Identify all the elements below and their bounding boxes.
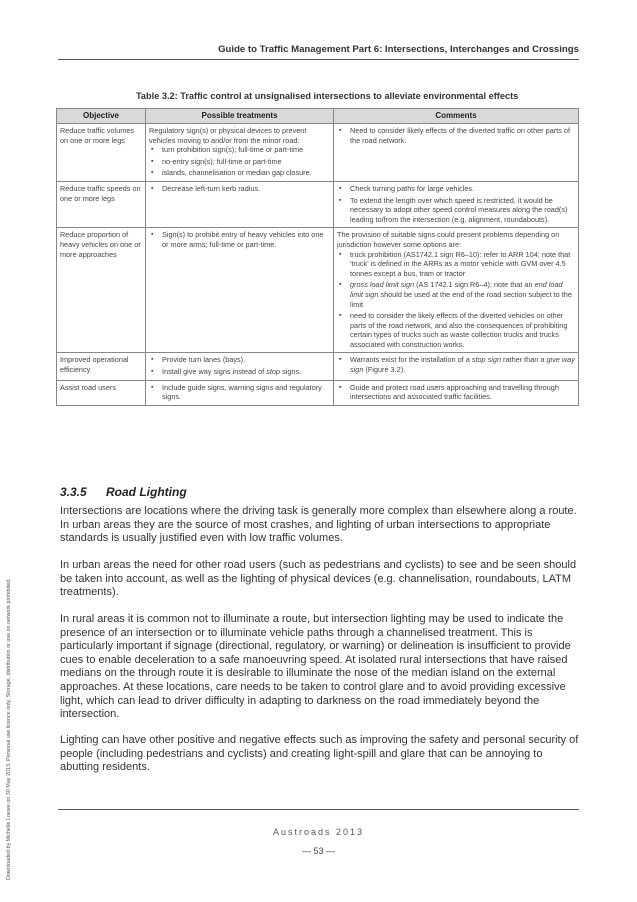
cell-text: The provision of suitable signs could present problems depending on jurisdiction however some options are: bbox=[337, 230, 560, 249]
page-number: — 53 — bbox=[301, 846, 335, 856]
bullet-list bbox=[149, 355, 330, 376]
cell-text: Regulatory sign(s) or physical devices to prevent vehicles moving to and/or from the minor road: bbox=[149, 126, 307, 145]
cell-comments bbox=[334, 380, 579, 405]
cell-comments bbox=[334, 181, 579, 227]
list-item bbox=[337, 355, 575, 374]
column-header-treatments: Possible treatments bbox=[146, 109, 334, 124]
bullet-list bbox=[149, 145, 330, 178]
cell-objective: Reduce traffic speeds on one or more legs bbox=[57, 181, 146, 227]
cell-comments bbox=[334, 228, 579, 353]
cell-comments bbox=[334, 353, 579, 380]
table-header-row bbox=[57, 109, 579, 124]
cell-treatments bbox=[146, 181, 334, 227]
download-notice: Downloaded by Michelle Loewe on 30 May 2013. Personal use licence only. Storage, distribution or use on network prohibited. bbox=[6, 578, 12, 880]
text-run: should be used at the end of the road section subject to the limit bbox=[350, 289, 572, 309]
bullet-list bbox=[149, 383, 330, 402]
text-run: Warrants exist for the installation of a bbox=[350, 355, 472, 365]
body-paragraph: Lighting can have other positive and negative effects such as improving the safety and personal security of people (including pedestrians and cyclists) and creating light-spill and glare that can be annoying to abutting residents. bbox=[60, 734, 579, 774]
footer-organisation: Austroads 2013 bbox=[272, 827, 365, 837]
cell-objective: Reduce traffic volumes on one or more legs bbox=[57, 124, 146, 182]
list-item: ▪ Include guide signs, warning signs and regulatory signs. bbox=[149, 383, 330, 402]
table-row bbox=[57, 353, 579, 380]
cell-treatments bbox=[146, 228, 334, 353]
body-paragraph: In urban areas the need for other road users (such as pedestrians and cyclists) to see and be seen should be taken into account, as well as the lighting of physical devices (e.g. channelisation, roundabouts, LATM treatments). bbox=[60, 559, 577, 599]
cell-comments bbox=[334, 124, 579, 182]
body-paragraph: In rural areas it is common not to illuminate a route, but intersection lighting may be used to indicate the presence of an intersection or to illuminate vehicle paths through a channelised treatment. This is particularly important if signage (directional, regulatory, or warning) or delineation is insufficient to provide cues to enable deceleration to a safe manoeuvring speed. At isolated rural intersections that have raised medians on the through route it is desirable to illuminate the nose of the median island on the external approaches. At these locations, care needs to be taken to control glare and to avoid providing excessive light, which can lead to driver difficulty in adapting to darkness on the road immediately beyond the intersection. bbox=[60, 613, 571, 721]
cell-treatments bbox=[146, 353, 334, 380]
bullet-list bbox=[337, 126, 575, 145]
text-run: (Figure 3.2). bbox=[363, 365, 406, 375]
bullet-list bbox=[149, 184, 330, 194]
bullet-list bbox=[337, 250, 575, 350]
list-item: ▪ Sign(s) to prohibit entry of heavy vehicles into one or more arms; full-time or part-time. bbox=[149, 230, 330, 249]
text-run: signs. bbox=[280, 367, 302, 377]
traffic-control-table bbox=[56, 108, 579, 406]
text-run: Install give way signs instead of bbox=[162, 367, 267, 377]
cell-objective: Improved operational efficiency bbox=[57, 353, 146, 380]
list-item bbox=[149, 367, 330, 377]
running-header: Guide to Traffic Management Part 6: Intersections, Interchanges and Crossings bbox=[218, 44, 579, 55]
list-item: ▪ Check turning paths for large vehicles. bbox=[337, 184, 575, 194]
list-item: ▪ Decrease left-turn kerb radius. bbox=[149, 184, 330, 194]
bullet-list bbox=[337, 355, 575, 374]
list-item: ▪ islands, channelisation or median gap closure. bbox=[149, 168, 330, 178]
sign-name: stop bbox=[266, 367, 281, 377]
list-item: ▪ To extend the length over which speed is restricted, it would be necessary to adopt other speed control measures along the road(s) leading to/from the intersection (e.g. alignment, roundabouts). bbox=[337, 196, 575, 225]
cell-treatments bbox=[146, 124, 334, 182]
header-rule bbox=[58, 59, 579, 60]
list-item: ▪ no-entry sign(s); full-time or part-time bbox=[149, 157, 330, 167]
list-item: ▪ Provide turn lanes (bays). bbox=[149, 355, 330, 365]
table-row bbox=[57, 124, 579, 182]
cell-objective: Reduce proportion of heavy vehicles on one or more approaches bbox=[57, 228, 146, 353]
list-item: ▪ truck prohibition (AS1742.1 sign R6–10): refer to ARR 104; note that 'truck' is defined in the ARRs as a motor vehicle with GVM over 4.5 tonnes except a bus, tram or tractor bbox=[337, 250, 575, 279]
table-row bbox=[57, 181, 579, 227]
table-caption: Table 3.2: Traffic control at unsignalised intersections to alleviate environmental effects bbox=[136, 91, 519, 101]
section-title: Road Lighting bbox=[106, 485, 187, 499]
text-run: (AS 1742.1 sign R6–4); note that an bbox=[414, 280, 535, 290]
list-item: ▪ Need to consider likely effects of the diverted traffic on other parts of the road network. bbox=[337, 126, 575, 145]
section-number: 3.3.5 bbox=[60, 485, 87, 499]
sign-name: stop sign bbox=[471, 355, 502, 365]
bullet-list bbox=[337, 184, 575, 224]
sign-name: end load limit sign bbox=[350, 280, 563, 299]
text-run: rather than a bbox=[501, 355, 547, 365]
list-item: ▪ need to consider the likely effects of the diverted vehicles on other parts of the road network, and also the consequences of prohibiting certain types of trucks such as waste collection trucks and trucks associated with construction works. bbox=[337, 311, 575, 349]
list-item: ▪ Guide and protect road users approaching and travelling through intersections and associated traffic facilities. bbox=[337, 383, 575, 402]
section-heading bbox=[60, 485, 187, 499]
table-row bbox=[57, 380, 579, 405]
sign-name: gross load limit sign bbox=[350, 280, 415, 290]
column-header-comments: Comments bbox=[334, 109, 579, 124]
cell-treatments bbox=[146, 380, 334, 405]
sign-name: give way sign bbox=[350, 355, 575, 375]
cell-objective: Assist road users bbox=[57, 380, 146, 405]
list-item: ▪ turn prohibition sign(s); full-time or part-time bbox=[149, 145, 330, 155]
bullet-list bbox=[337, 383, 575, 402]
footer-rule bbox=[58, 809, 579, 810]
body-paragraph: Intersections are locations where the driving task is generally more complex than elsewhere along a route. In urban areas they are the source of most crashes, and lighting of urban intersections to appropriate standards is usually justified even with low traffic volumes. bbox=[60, 505, 577, 545]
list-item bbox=[337, 280, 575, 309]
column-header-objective: Objective bbox=[57, 109, 146, 124]
bullet-list bbox=[149, 230, 330, 249]
table-row bbox=[57, 228, 579, 353]
